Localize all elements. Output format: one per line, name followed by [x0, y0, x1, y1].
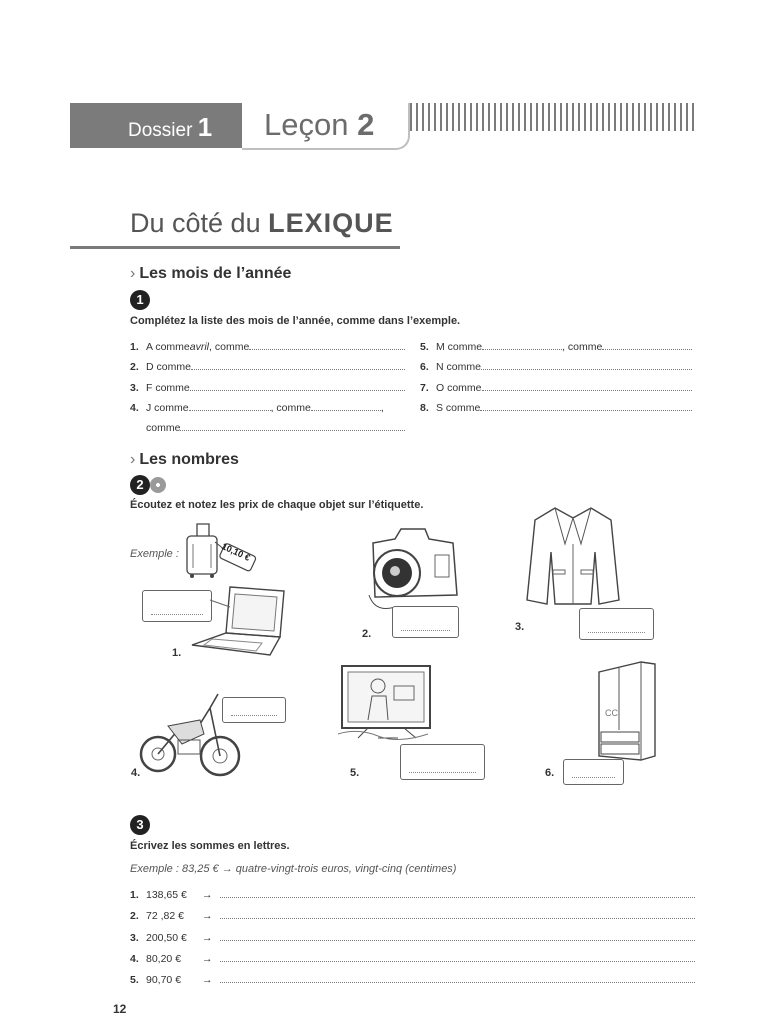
lexique-heading [130, 208, 394, 239]
item-example-word: avril [189, 341, 210, 353]
camera-icon [365, 525, 463, 615]
section-title-text: Les mois de l’année [139, 265, 292, 282]
item-number: 4. [130, 402, 139, 414]
item-text: A comme [146, 341, 190, 353]
lecon-number: 2 [357, 107, 375, 142]
price-tag-2[interactable] [392, 606, 459, 638]
price-tag-3[interactable] [579, 608, 654, 640]
arrow-right-icon: → [202, 889, 213, 901]
example-sentence: Exemple : 83,25 € → quatre-vingt-trois euros, vingt-cinq (centimes) [130, 863, 457, 875]
item-number: 6. [420, 361, 429, 373]
answer-line[interactable] [180, 421, 405, 431]
answer-line[interactable] [480, 401, 692, 411]
object-number: 6. [545, 767, 555, 779]
list-item [420, 381, 692, 394]
object-number: 2. [362, 628, 372, 640]
item-number: 2. [130, 910, 139, 922]
list-item [420, 340, 692, 353]
item-number: 1. [130, 889, 139, 901]
amount: 90,70 € [146, 974, 182, 986]
exercise-badge-3: 3 [130, 815, 150, 835]
lexique-prefix: Du côté du [130, 208, 261, 238]
television-icon [338, 664, 434, 756]
price-tag-4[interactable] [222, 697, 286, 723]
list-item [130, 381, 405, 394]
list-item [130, 931, 695, 944]
item-number: 7. [420, 382, 429, 394]
arrow-right-icon: → [202, 953, 213, 965]
list-item [130, 340, 405, 353]
answer-line[interactable] [189, 401, 271, 411]
section-title-mois [130, 265, 291, 283]
example-label: Exemple : [130, 548, 179, 560]
answer-line[interactable] [602, 340, 692, 350]
instruction-ex2: Écoutez et notez les prix de chaque objet sur l’étiquette. [130, 499, 424, 511]
list-item [130, 973, 695, 986]
item-text: , [380, 402, 384, 414]
price-tag-5[interactable] [400, 744, 485, 780]
amount: 80,20 € [146, 953, 182, 965]
exercise-badge-1: 1 [130, 290, 150, 310]
answer-line[interactable] [220, 952, 695, 962]
object-number: 1. [172, 647, 182, 659]
answer-line[interactable] [220, 973, 695, 983]
answer-line[interactable] [311, 401, 381, 411]
dossier-label: Dossier [128, 120, 193, 141]
item-text: N comme [436, 361, 481, 373]
answer-line[interactable] [482, 381, 692, 391]
item-number: 3. [130, 932, 139, 944]
item-text: , comme [270, 402, 311, 414]
item-text: , comme [562, 341, 603, 353]
list-item-continuation [146, 421, 405, 434]
wardrobe-icon [597, 660, 659, 762]
answer-line[interactable] [220, 931, 695, 941]
dossier-title [128, 112, 212, 143]
example-price-tag-text: 10,10 € [220, 541, 252, 563]
svg-text:CC: CC [605, 708, 618, 718]
answer-line[interactable] [220, 909, 695, 919]
item-text: M comme [436, 341, 483, 353]
list-item [130, 952, 695, 965]
answer-line[interactable] [191, 360, 405, 370]
item-text: O comme [436, 382, 482, 394]
instruction-ex3: Écrivez les sommes en lettres. [130, 840, 290, 852]
answer-line[interactable] [190, 381, 405, 391]
item-number: 5. [420, 341, 429, 353]
item-number: 4. [130, 953, 139, 965]
item-text: D comme [146, 361, 191, 373]
object-number: 4. [131, 767, 141, 779]
list-item [130, 888, 695, 901]
item-number: 1. [130, 341, 139, 353]
object-number: 3. [515, 621, 525, 633]
list-item [420, 401, 692, 414]
item-number: 8. [420, 402, 429, 414]
item-text: S comme [436, 402, 481, 414]
amount: 200,50 € [146, 932, 187, 944]
object-number: 5. [350, 767, 360, 779]
lecon-title [264, 107, 374, 143]
item-text: J comme [146, 402, 189, 414]
lecon-label: Leçon [264, 107, 349, 142]
list-item [130, 401, 405, 414]
amount: 138,65 € [146, 889, 187, 901]
arrow-right-icon: → [202, 932, 213, 944]
arrow-right-icon: → [202, 974, 213, 986]
arrow-right-icon: → [202, 910, 213, 922]
jacket-icon [525, 504, 621, 608]
answer-line[interactable] [249, 340, 405, 350]
chevron-right-icon: › [130, 265, 136, 282]
item-text: F comme [146, 382, 190, 394]
lexique-emphasis: LEXIQUE [268, 208, 394, 238]
item-number: 3. [130, 382, 139, 394]
list-item [420, 360, 692, 373]
price-tag-6[interactable] [563, 759, 624, 785]
audio-cd-icon [150, 477, 166, 493]
item-text: comme [146, 422, 181, 434]
list-item [130, 360, 405, 373]
answer-line[interactable] [220, 888, 695, 898]
item-text: , comme [209, 341, 250, 353]
instruction-ex1: Complétez la liste des mois de l’année, comme dans l’exemple. [130, 315, 461, 327]
page-number: 12 [113, 1002, 127, 1016]
answer-line[interactable] [481, 360, 692, 370]
amount: 72 ,82 € [146, 910, 184, 922]
dossier-number: 1 [197, 112, 213, 142]
answer-line[interactable] [482, 340, 562, 350]
item-number: 5. [130, 974, 139, 986]
exercise-badge-2: 2 [130, 475, 150, 495]
laptop-icon [188, 585, 288, 660]
list-item [130, 909, 695, 922]
header-stripes [410, 103, 698, 131]
item-number: 2. [130, 361, 139, 373]
section-title-nombres [130, 451, 239, 469]
section-title-text: Les nombres [139, 451, 239, 468]
chevron-right-icon: › [130, 451, 136, 468]
heading-rule [70, 246, 400, 249]
